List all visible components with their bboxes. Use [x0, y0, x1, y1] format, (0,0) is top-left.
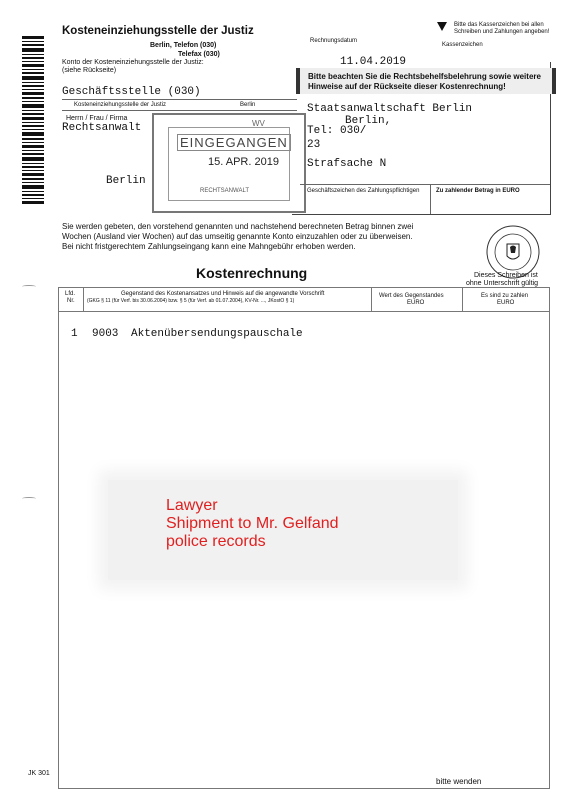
authority-city: Berlin,	[345, 115, 392, 127]
col-header-amount: Es sind zu zahlen	[481, 293, 529, 299]
amount-label: Zu zahlender Betrag in EURO	[436, 188, 520, 194]
turn-page-note: bitte wenden	[436, 777, 482, 786]
col-header-subject-2: (GKG § 11 (für Verf. bis 30.06.2004) bzw. § 5 (für Verf. ab 01.07.2004), KV-Nr. ..., JKostO § 1)	[87, 298, 295, 304]
invoice-date-label: Rechnungsdatum	[310, 38, 358, 44]
stamp-wv: WV	[252, 119, 265, 128]
col-header-value-unit: EURO	[407, 300, 425, 306]
recipient-city: Berlin	[106, 175, 146, 187]
instruction-line: Bei nicht fristgerechtem Zahlungseingang kann eine Mahngebühr erhoben werden.	[62, 242, 356, 251]
annotation-line: Lawyer	[166, 497, 218, 514]
return-label: Bitte das Kassenzeichen bei allen	[454, 22, 544, 28]
stamp-title: EINGEGANGEN	[180, 135, 288, 150]
city-phone: Berlin, Telefon (030)	[150, 42, 217, 49]
authority-number: 23	[307, 139, 321, 151]
divider	[430, 184, 431, 214]
office-phone: Geschäftsstelle (030)	[62, 86, 201, 98]
instruction-line: Wochen (Ausland vier Wochen) auf das umseitig genannte Konto einzuzahlen oder zu überweisen.	[62, 232, 413, 241]
notice-text-2: Hinweise auf der Rückseite dieser Kostenrechnung!	[308, 82, 506, 91]
form-id: JK 301	[28, 770, 50, 777]
return-city: Berlin	[240, 102, 256, 108]
punch-mark	[22, 497, 36, 500]
divider	[62, 99, 297, 100]
return-label-2: Schreiben und Zahlungen angeben!	[454, 29, 550, 35]
divider	[62, 110, 297, 111]
case-reference: Strafsache N	[307, 158, 387, 170]
authority-name: Staatsanwaltschaft Berlin	[307, 103, 473, 115]
table-row-text: Aktenübersendungspauschale	[131, 328, 303, 340]
org-title: Kosteneinziehungsstelle der Justiz	[62, 25, 254, 37]
annotation-line: police records	[166, 533, 266, 550]
divider	[300, 184, 550, 185]
cash-ref-label: Kassenzeichen	[442, 42, 483, 48]
payment-ref-label: Geschäftszeichen des Zahlungspflichtigen	[307, 188, 420, 194]
punch-mark	[22, 285, 36, 288]
col-header-subject: Gegenstand des Kostenansatzes und Hinweis auf die angewandte Vorschrift	[121, 291, 325, 297]
validity-note: Dieses Schreiben ist	[474, 272, 538, 279]
stamp-date: 15. APR. 2019	[208, 156, 279, 168]
arrow-down-icon	[437, 22, 447, 31]
instruction-line: Sie werden gebeten, den vorstehend genannten und nachstehend berechneten Betrag binnen zwei	[62, 222, 414, 231]
notice-text: Bitte beachten Sie die Rechtsbehelfsbelehrung sowie weitere	[308, 72, 541, 81]
table-row-code: 9003	[92, 328, 119, 340]
validity-note-2: ohne Unterschrift gültig	[466, 280, 538, 287]
received-stamp	[152, 113, 306, 213]
col-header-no: Lfd.	[65, 291, 76, 297]
col-header-no-2: Nr.	[67, 298, 75, 304]
return-address: Kosteneinziehungsstelle der Justiz	[74, 102, 167, 108]
invoice-date: 11.04.2019	[340, 56, 407, 68]
recipient-name: Rechtsanwalt	[62, 122, 142, 134]
fax-line: Telefax (030)	[178, 51, 220, 58]
barcode	[22, 36, 44, 204]
annotation-line: Shipment to Mr. Gelfand	[166, 515, 339, 532]
authority-phone: Tel: 030/	[307, 125, 367, 137]
table-row-no: 1	[71, 328, 78, 340]
account-note: Konto der Kosteneinziehungsstelle der Justiz:	[62, 59, 204, 66]
account-note-sub: (siehe Rückseite)	[62, 67, 117, 74]
col-header-amount-unit: EURO	[497, 300, 515, 306]
col-header-value: Wert des Gegenstandes	[379, 293, 444, 299]
document-title: Kostenrechnung	[196, 265, 308, 281]
stamp-footer: RECHTSANWALT	[200, 188, 250, 194]
salutation-label: Herrn / Frau / Firma	[66, 115, 128, 122]
